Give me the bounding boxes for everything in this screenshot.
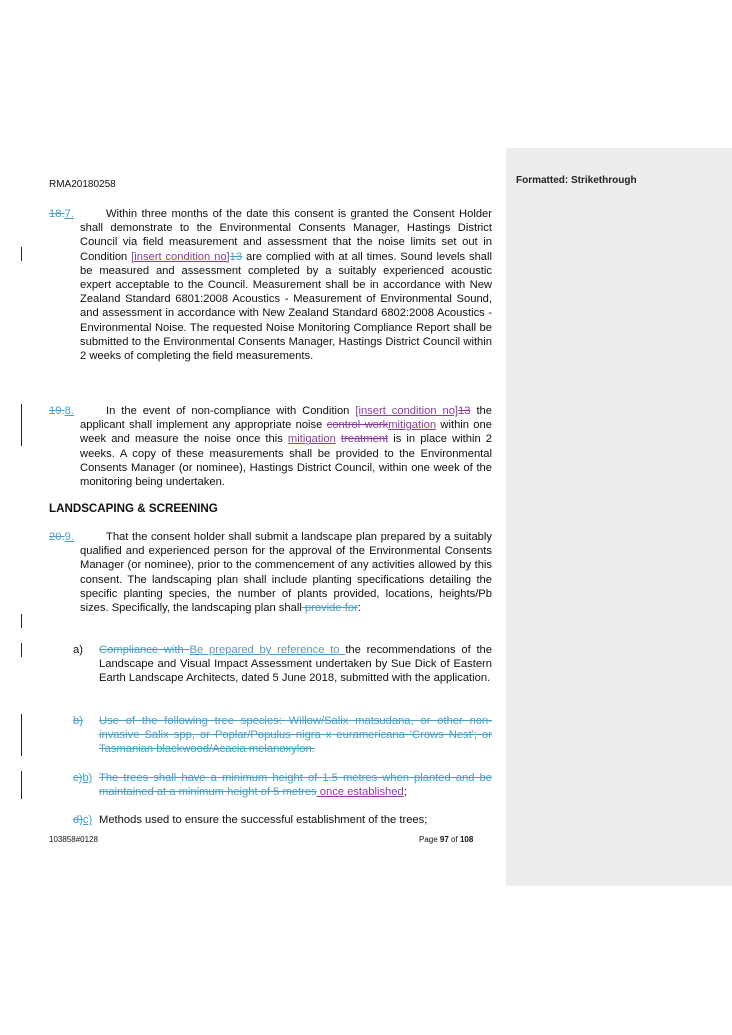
footer-page-number: Page 97 of 108 — [419, 835, 474, 844]
condition-number: 18.7. — [49, 208, 74, 220]
condition-number: 20.9. — [49, 531, 74, 543]
comment-pane — [506, 148, 732, 886]
item-c-label: c)b) — [73, 772, 93, 784]
document-reference: RMA20180258 — [49, 179, 116, 190]
change-bar — [21, 643, 22, 657]
change-bar — [21, 714, 22, 756]
change-bar — [21, 614, 22, 628]
item-b-label: b) — [73, 715, 83, 727]
item-a-text: Compliance with Be prepared by reference to the recommendations of the Landscape and Visual Impact Assessment undertaken by Sue Dick of Eastern Earth Landscape Architects, dated 5 June 2018, submitted with the application. — [99, 644, 493, 685]
item-d-text: Methods used to ensure the successful establishment of the trees; — [99, 814, 428, 826]
footer-doc-id: 103858#0128 — [49, 835, 98, 844]
item-b-text: Use of the following tree species: Willow/Salix matsudana, or other non-invasive Salix spp, or Poplar/Populus nigra x euramericana 'Crows Nest'; or Tasmanian blackwood/Acacia melanoxylon. — [99, 715, 492, 756]
change-bar — [21, 247, 22, 261]
change-bar — [21, 404, 22, 446]
section-heading: LANDSCAPING & SCREENING — [49, 502, 218, 515]
item-a-label: a) — [73, 644, 83, 656]
condition-7-text: Within three months of the date this consent is granted the Consent Holder shall demonstrate to the Environmental Consents Manager, Hastings District Council via field measurement and assessment that the noise limits set out in Condition [insert condition no]13 are complied with at all times. Sound levels shall be measured and assessment completed by a suitably experienced acoustic expert acceptable to the Council. Measurement shall be in accordance with New Zealand Standard 6801:2008 Acoustics - Measurement of Environmental Sound, and assessment in accordance with New Zealand Standard 6802:2008 Acoustics - Environmental Noise. The requested Noise Monitoring Compliance Report shall be submitted to the Environmental Consents Manager, Hastings District Council within 2 weeks of completing the field measurements. — [80, 208, 492, 363]
condition-number: 19.8. — [49, 405, 74, 417]
condition-8-text: In the event of non-compliance with Condition [insert condition no]13 the applicant shall implement any appropriate noise control workmitigation within one week and measure the noise once this mitigation treatment is in place within 2 weeks. A copy of these measurements shall be provided to the Environmental Consents Manager (or nominee), Hastings District Council, within one week of the monitoring being undertaken. — [80, 405, 492, 489]
condition-9-text: That the consent holder shall submit a landscape plan prepared by a suitably qualified and experienced person for the approval of the Environmental Consents Manager (or nominee), prior to the commencement of any activities allowed by this consent. The landscaping plan shall include planting specifications detailing the specific planting species, the number of plants provided, locations, heights/Pb sizes. Specifically, the landscaping plan shall provide for: — [80, 531, 492, 615]
item-d-label: d)c) — [73, 814, 93, 826]
comment-label: Formatted: Strikethrough — [516, 175, 637, 186]
item-c-text: The trees shall have a minimum height of 1.5 metres when planted and be maintained at a minimum height of 5 metres once established; — [99, 772, 492, 799]
change-bar — [21, 771, 22, 799]
